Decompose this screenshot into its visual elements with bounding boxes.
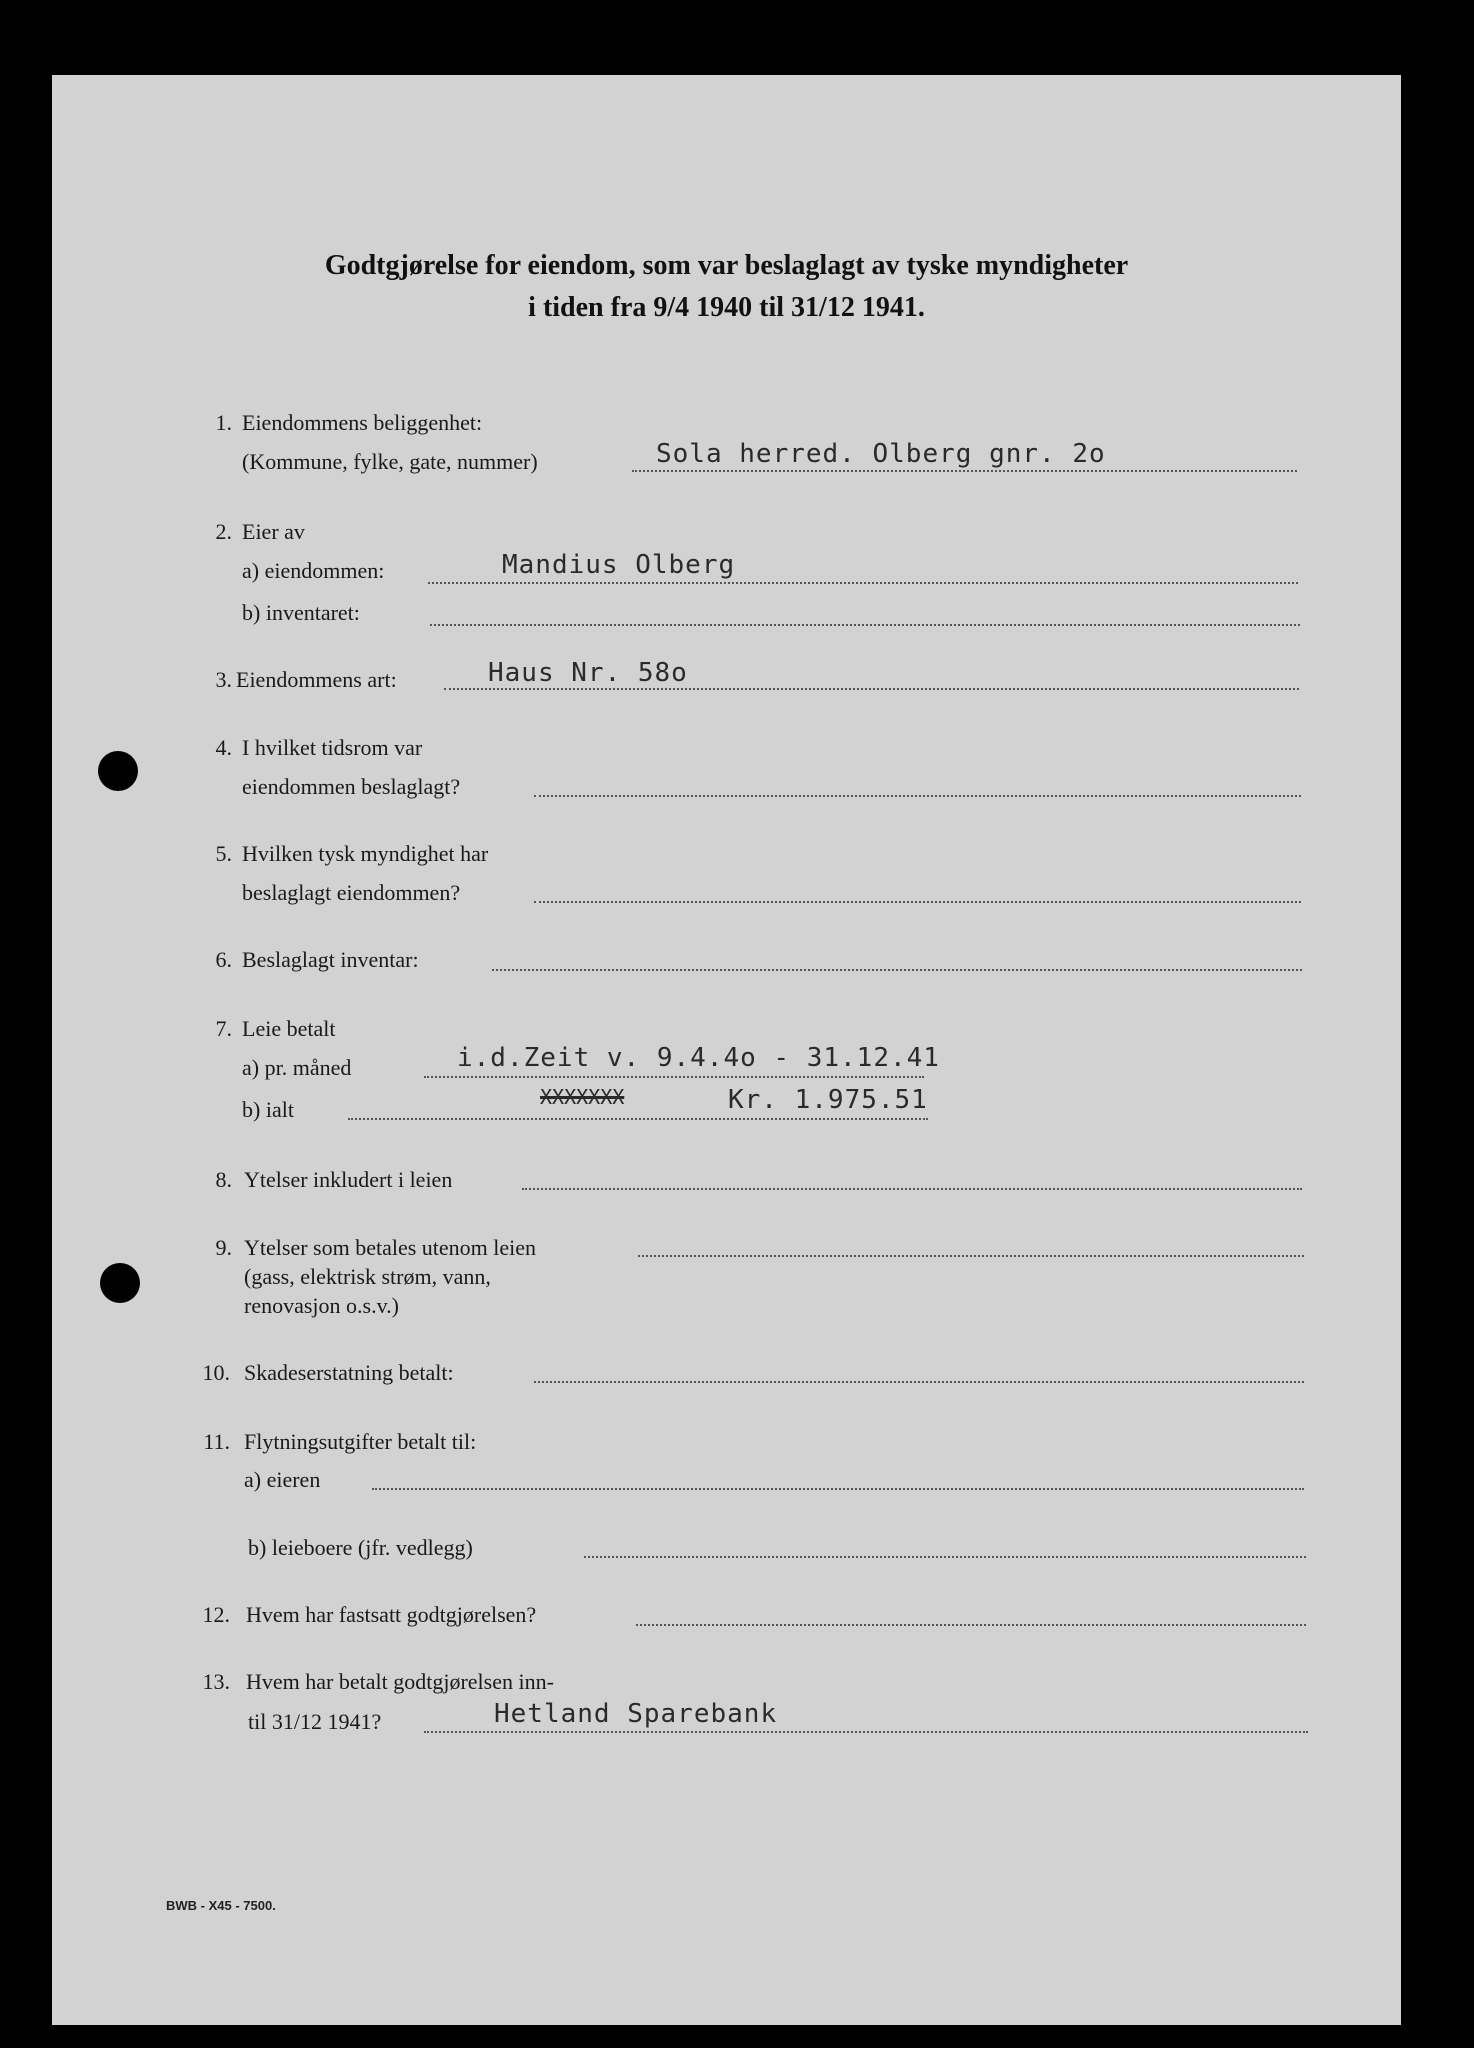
q7b-label: b) ialt — [242, 1097, 294, 1122]
q13-sublabel: til 31/12 1941? — [248, 1709, 382, 1734]
q7a-label: a) pr. måned — [242, 1055, 352, 1080]
q3-answer-line — [444, 688, 1299, 690]
q8-answer-line — [522, 1188, 1302, 1190]
q9-sublabel-1: (gass, elektrisk strøm, vann, — [244, 1264, 491, 1289]
form-print-code: BWB - X45 - 7500. — [166, 1898, 276, 1913]
q2b-answer-line — [430, 624, 1300, 626]
q5-number: 5. — [215, 841, 232, 866]
q13-answer: Hetland Sparebank — [494, 1699, 778, 1729]
q13-label: Hvem har betalt godtgjørelsen inn- — [246, 1669, 554, 1694]
q13-answer-line — [424, 1731, 1308, 1733]
q2a-answer: Mandius Olberg — [502, 550, 736, 580]
q7-label: Leie betalt — [242, 1016, 336, 1041]
q7-number: 7. — [215, 1016, 232, 1041]
q3-answer: Haus Nr. 58o — [488, 658, 688, 688]
q6-label: Beslaglagt inventar: — [242, 947, 419, 972]
q9-answer-line — [638, 1255, 1304, 1257]
q11a-answer-line — [372, 1488, 1304, 1490]
q7b-answer-line — [348, 1118, 928, 1120]
q6-number: 6. — [215, 947, 232, 972]
q11b-answer-line — [584, 1556, 1306, 1558]
q1-answer-line — [632, 470, 1297, 472]
punch-hole-top — [98, 751, 138, 791]
q11b-label: b) leieboere (jfr. vedlegg) — [248, 1535, 473, 1560]
q5-label: Hvilken tysk myndighet har — [242, 841, 489, 866]
q1-number: 1. — [215, 410, 232, 435]
q4-answer-line — [534, 795, 1301, 797]
q10-answer-line — [534, 1381, 1304, 1383]
q9-sublabel-2: renovasjon o.s.v.) — [244, 1293, 399, 1318]
q2a-label: a) eiendommen: — [242, 558, 385, 583]
q4-number: 4. — [215, 735, 232, 760]
q11a-label: a) eieren — [244, 1467, 321, 1492]
q12-number: 12. — [202, 1602, 230, 1627]
q8-label: Ytelser inkludert i leien — [244, 1167, 453, 1192]
q12-answer-line — [636, 1624, 1306, 1626]
q7b-answer: Kr. 1.975.51 — [728, 1085, 928, 1115]
q5-answer-line — [534, 901, 1301, 903]
form-title — [52, 245, 1401, 329]
q9-number: 9. — [215, 1235, 232, 1260]
q7b-struck-text: XXXXXXX — [540, 1085, 625, 1109]
q1-sublabel: (Kommune, fylke, gate, nummer) — [242, 449, 538, 474]
q7a-answer: i.d.Zeit v. 9.4.4o - 31.12.41 — [457, 1043, 940, 1073]
q5-sublabel: beslaglagt eiendommen? — [242, 880, 461, 905]
q12-label: Hvem har fastsatt godtgjørelsen? — [246, 1602, 537, 1627]
q11-label: Flytningsutgifter betalt til: — [244, 1429, 477, 1454]
q2b-label: b) inventaret: — [242, 600, 360, 625]
q2-label: Eier av — [242, 519, 305, 544]
form-sheet — [52, 75, 1401, 2025]
q1-label: Eiendommens beliggenhet: — [242, 410, 483, 435]
q6-answer-line — [492, 969, 1302, 971]
q11-number: 11. — [203, 1429, 230, 1454]
q3-number: 3. — [215, 667, 232, 692]
q9-label: Ytelser som betales utenom leien — [244, 1235, 537, 1260]
q2-number: 2. — [215, 519, 232, 544]
punch-hole-bottom — [100, 1263, 140, 1303]
q4-label: I hvilket tidsrom var — [242, 735, 423, 760]
q4-sublabel: eiendommen beslaglagt? — [242, 774, 461, 799]
q7a-answer-line — [424, 1076, 924, 1078]
q8-number: 8. — [215, 1167, 232, 1192]
q13-number: 13. — [202, 1669, 230, 1694]
q1-answer: Sola herred. Olberg gnr. 2o — [656, 439, 1106, 469]
q3-label: Eiendommens art: — [236, 667, 397, 692]
title-line-1: Godtgjørelse for eiendom, som var beslaglagt av tyske myndigheter — [324, 250, 1129, 281]
title-line-2: i tiden fra 9/4 1940 til 31/12 1941. — [528, 292, 925, 323]
q2a-answer-line — [428, 582, 1298, 584]
q10-number: 10. — [202, 1360, 230, 1385]
q10-label: Skadeserstatning betalt: — [244, 1360, 454, 1385]
